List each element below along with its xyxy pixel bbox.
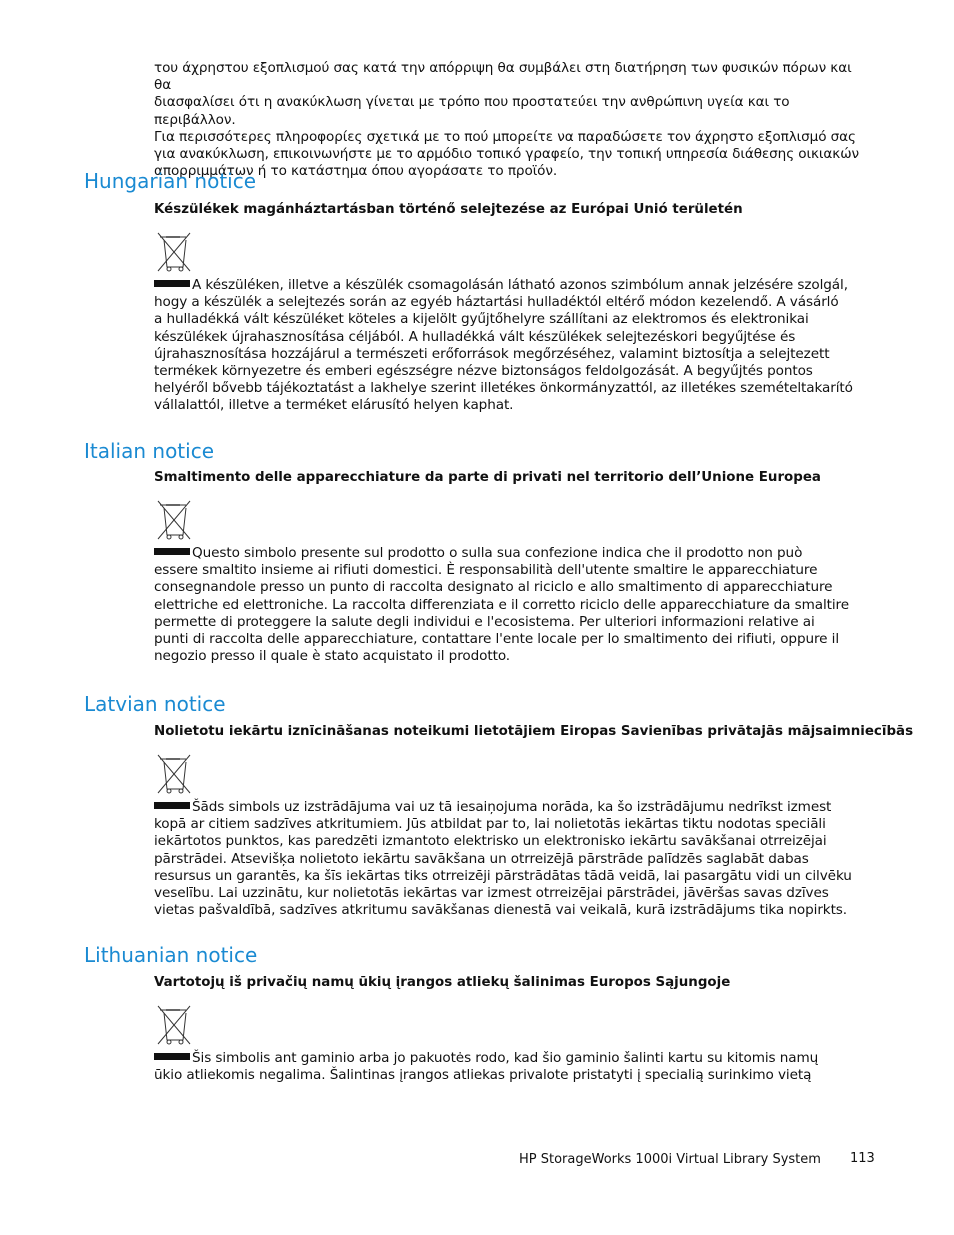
latvian-notice-heading: Latvian notice	[84, 692, 226, 716]
lithuanian-notice-heading: Lithuanian notice	[84, 943, 258, 967]
italian-notice-subheading: Smaltimento delle apparecchiature da parte di privati nel territorio dell’Unione Europea	[154, 470, 821, 485]
symbol-bar	[154, 548, 190, 555]
hungarian-notice-body	[154, 277, 864, 415]
italian-notice-body	[154, 545, 864, 665]
hungarian-notice-heading: Hungarian notice	[84, 169, 257, 193]
lithuanian-notice-body	[154, 1050, 864, 1084]
weee-bin-icon	[154, 1004, 194, 1048]
lithuanian-notice-subheading: Vartotojų iš privačių namų ūkių įrangos atliekų šalinimas Europos Sąjungoje	[154, 975, 731, 990]
symbol-bar	[154, 1053, 190, 1060]
symbol-bar	[154, 802, 190, 809]
symbol-bar	[154, 280, 190, 287]
latvian-notice-text: Šāds simbols uz izstrādājuma vai uz tā iesaiņojuma norāda, ka šo izstrādājumu nedrīkst izmest kopā ar citiem sadzīves atkritumiem. Jūs atbildat par to, lai nolietotās iekārtas tiktu nodotas speciāli iekārtotos punktos, kas paredzēti izmantoto elektrisko un elektronisko iekārtu savākšanai otrreizējai pārstrādei. Atsevišķa nolietoto iekārtu savākšana un otrreizējā pārstrāde palīdzēs saglabāt dabas resursus un garantēs, ka šīs iekārtas tiks otrreizēji pārstrādātas tādā veidā, lai pasargātu vidi un cilvēku veselību. Lai uzzinātu, kur nolietotās iekārtas var izmest otrreizējai pārstrādei, jāvēršas savas dzīves vietas pašvaldībā, sadzīves atkritumu savākšanas dienestā vai veikalā, kurā izstrādājums tika nopirkts.	[154, 799, 852, 919]
greek-notice-continuation: του άχρηστου εξοπλισμού σας κατά την απόρριψη θα συμβάλει στη διατήρηση των φυσικών πόρων και θα διασφαλίσει ότι η ανακύκλωση γίνεται με τρόπο που προστατεύει την ανθρώπινη υγεία και το περιβάλλον. Για περισσότερες πληροφορίες σχετικά με το πού μπορείτε να παραδώσετε τον άχρηστο εξοπλισμό σας για ανακύκλωση, επικοινωνήστε με το αρμόδιο τοπικό γραφείο, την τοπική υπηρεσία διάθεσης οικιακών απορριμμάτων ή το κατάστημα όπου αγοράσατε το προϊόν.	[154, 60, 859, 180]
footer-product-title: HP StorageWorks 1000i Virtual Library System	[519, 1152, 821, 1167]
weee-bin-icon	[154, 499, 194, 543]
lithuanian-notice-text: Šis simbolis ant gaminio arba jo pakuotės rodo, kad šio gaminio šalinti kartu su kitomis namų ūkio atliekomis negalima. Šalintinas įrangos atliekas privalote pristatyti į specialią surinkimo vietą	[154, 1050, 819, 1084]
weee-bin-icon	[154, 231, 194, 275]
page-number: 113	[850, 1151, 875, 1166]
latvian-notice-body	[154, 799, 864, 919]
italian-notice-heading: Italian notice	[84, 439, 215, 463]
hungarian-notice-text: A készüléken, illetve a készülék csomagolásán látható azonos szimbólum annak jelzésére szolgál, hogy a készülék a selejtezés során az egyéb háztartási hulladéktól eltérő módon kezelendő. A vásárló a hulladékká vált készüléket köteles a kijelölt gyűjtőhelyre szállítani az elektromos és elektronikai készülékek újrahasznosítása céljából. A hulladékká vált készülékek selejtezéskori begyűjtése és újrahasznosítása hozzájárul a természeti erőforrások megőrzéséhez, valamint biztosítja a selejtezett termékek környezetre és emberi egészségre nézve biztonságos feldolgozását. A begyűjtés pontos helyéről bővebb tájékoztatást a lakhelye szerint illetékes önkormányzattól, az illetékes szemételtakarító vállalattól, illetve a terméket elárusító helyen kaphat.	[154, 277, 853, 414]
latvian-notice-subheading: Nolietotu iekārtu iznīcināšanas noteikumi lietotājiem Eiropas Savienības privātajās mājsaimniecībās	[154, 724, 914, 739]
hungarian-notice-subheading: Készülékek magánháztartásban történő selejtezése az Európai Unió területén	[154, 202, 743, 217]
weee-bin-icon	[154, 753, 194, 797]
italian-notice-text: Questo simbolo presente sul prodotto o sulla sua confezione indica che il prodotto non può essere smaltito insieme ai rifiuti domestici. È responsabilità dell'utente smaltire le apparecchiature consegnandole presso un punto di raccolta designato al riciclo e allo smaltimento di apparecchiature elettriche ed elettroniche. La raccolta differenziata e il corretto riciclo delle apparecchiature da smaltire permette di proteggere la salute degli individui e l'ecosistema. Per ulteriori informazioni relative ai punti di raccolta delle apparecchiature, contattare l'ente locale per lo smaltimento dei rifiuti, oppure il negozio presso il quale è stato acquistato il prodotto.	[154, 545, 849, 665]
